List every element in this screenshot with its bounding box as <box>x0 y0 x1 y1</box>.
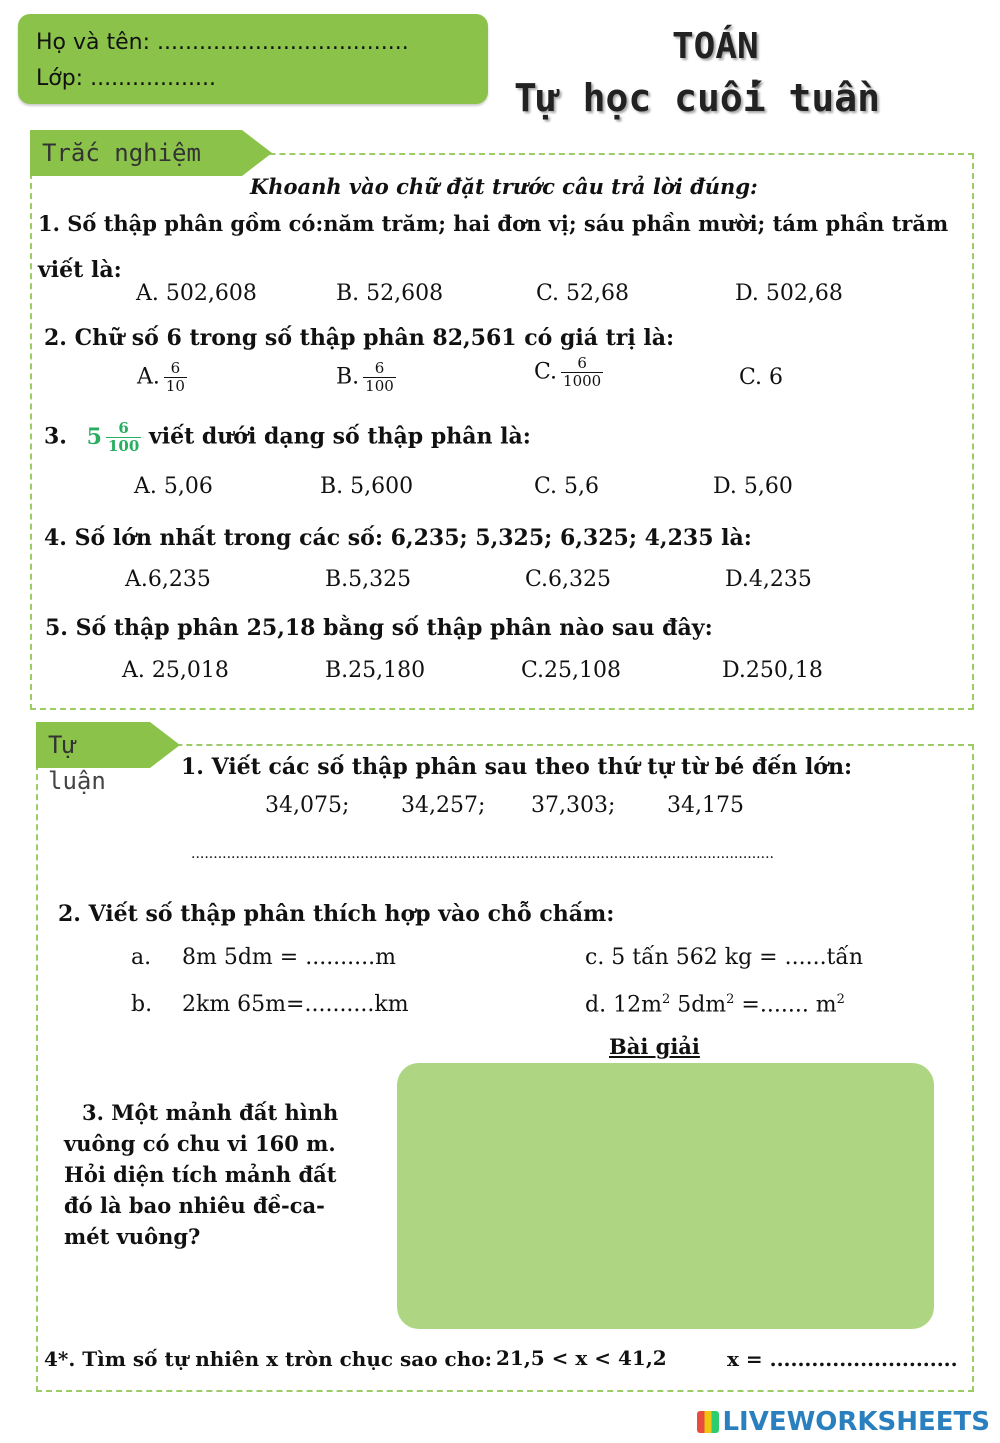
p3-line: Hỏi diện tích mảnh đất <box>64 1162 337 1187</box>
liveworksheets-logo <box>697 1407 990 1437</box>
mixed-number-whole: 5 <box>86 423 102 450</box>
solution-answer-box[interactable] <box>397 1063 934 1329</box>
problem-2: 2. Viết số thập phân thích hợp vào chỗ chấm: <box>58 901 615 927</box>
q5-option-a[interactable]: A. 25,018 <box>122 658 229 683</box>
section-tag-label: Trắc nghiệm <box>42 139 201 167</box>
q4-option-b[interactable]: B.5,325 <box>325 567 412 592</box>
question-1-line1: 1. Số thập phân gồm có:năm trăm; hai đơn vị; sáu phần mười; tám phần trăm <box>38 211 949 236</box>
p2-d-part1: d. 12m <box>585 992 662 1018</box>
p2-a-text[interactable]: 8m 5dm = ..........m <box>182 945 397 970</box>
q3-option-d[interactable]: D. 5,60 <box>713 474 793 499</box>
fraction-numerator: 6 <box>577 354 587 372</box>
p3-line: 3. Một mảnh đất hình <box>82 1100 339 1125</box>
fraction-numerator: 6 <box>170 359 181 377</box>
q5-option-d[interactable]: D.250,18 <box>722 658 823 683</box>
p2-d-text[interactable] <box>585 992 845 1017</box>
q2-option-a-prefix: A. <box>137 364 160 390</box>
q2-option-a[interactable] <box>137 360 187 395</box>
p1-number: 34,075; <box>265 793 350 818</box>
p3-line: vuông có chu vi 160 m. <box>64 1131 336 1156</box>
p1-number: 34,175 <box>667 793 744 818</box>
p4-inequality: 21,5 < x < 41,2 <box>496 1346 667 1370</box>
q2-option-c[interactable] <box>534 355 603 390</box>
solution-title: Bài giải <box>609 1034 700 1059</box>
fraction <box>561 355 603 390</box>
fraction-denominator: 100 <box>107 437 140 455</box>
p2-d-part3: =....... m <box>734 992 837 1018</box>
q1-option-a[interactable]: A. 502,608 <box>136 281 257 306</box>
mixed-number-fraction <box>106 420 141 455</box>
question-3-text: viết dưới dạng số thập phân là: <box>148 423 531 450</box>
fraction-numerator: 6 <box>118 419 129 437</box>
tag-arrow <box>150 722 180 768</box>
superscript: 2 <box>661 992 671 1007</box>
p1-number: 34,257; <box>401 793 486 818</box>
q3-option-c[interactable]: C. 5,6 <box>534 474 600 499</box>
p1-number: 37,303; <box>531 793 616 818</box>
question-1-line2: viết là: <box>38 257 122 283</box>
subject-title: TOÁN <box>672 26 759 67</box>
p2-b-text[interactable]: 2km 65m=..........km <box>182 992 409 1017</box>
section-tag-multiple-choice <box>30 130 242 176</box>
instruction-text: Khoanh vào chữ đặt trước câu trả lời đúng: <box>250 174 758 199</box>
q2-option-b-prefix: B. <box>336 364 360 390</box>
p2-a-label: a. <box>131 945 152 970</box>
name-field[interactable]: Họ và tên: .................................... <box>36 30 409 55</box>
q4-option-a[interactable]: A.6,235 <box>125 567 211 592</box>
question-4: 4. Số lớn nhất trong các số: 6,235; 5,325; 6,325; 4,235 là: <box>44 525 752 551</box>
problem-4: 4*. Tìm số tự nhiên x tròn chục sao cho: <box>44 1347 492 1371</box>
fraction-denominator: 1000 <box>563 372 602 390</box>
fraction <box>164 360 187 395</box>
q1-option-b[interactable]: B. 52,608 <box>336 281 444 306</box>
problem-1: 1. Viết các số thập phân sau theo thứ tự từ bé đến lớn: <box>181 754 853 780</box>
q4-option-d[interactable]: D.4,235 <box>725 567 812 592</box>
fraction-denominator: 10 <box>165 377 185 395</box>
logo-icon <box>697 1411 719 1433</box>
q2-option-b[interactable] <box>336 360 396 395</box>
page-subtitle: Tự học cuối tuần <box>514 76 881 120</box>
q3-option-a[interactable]: A. 5,06 <box>134 474 213 499</box>
section-tag-label-line1: Tự <box>48 731 77 759</box>
q1-option-d[interactable]: D. 502,68 <box>735 281 843 306</box>
section-tag-essay <box>36 722 150 768</box>
q1-option-c[interactable]: C. 52,68 <box>536 281 630 306</box>
p2-b-label: b. <box>131 992 153 1017</box>
q5-option-b[interactable]: B.25,180 <box>325 658 426 683</box>
question-3 <box>44 420 531 455</box>
student-info-box <box>18 14 488 104</box>
p2-d-part2: 5dm <box>670 992 727 1018</box>
problem-3 <box>64 1097 344 1252</box>
class-field[interactable]: Lớp: .................. <box>36 66 216 91</box>
question-3-prefix: 3. <box>44 423 67 450</box>
p3-line: mét vuông? <box>64 1224 201 1249</box>
fraction-denominator: 100 <box>365 377 394 395</box>
section-tag-label-line2: luận <box>48 767 106 795</box>
q2-option-d[interactable]: C. 6 <box>739 365 784 390</box>
fraction <box>363 360 396 395</box>
fraction-numerator: 6 <box>374 359 385 377</box>
q5-option-c[interactable]: C.25,108 <box>521 658 622 683</box>
q4-option-c[interactable]: C.6,325 <box>525 567 612 592</box>
superscript: 2 <box>726 992 735 1007</box>
q2-option-c-prefix: C. <box>534 359 558 385</box>
superscript: 2 <box>836 992 845 1007</box>
p1-answer-line[interactable]: ................................................................................................................................... <box>191 846 774 862</box>
question-5: 5. Số thập phân 25,18 bằng số thập phân nào sau đây: <box>45 615 713 641</box>
q3-option-b[interactable]: B. 5,600 <box>320 474 414 499</box>
question-2: 2. Chữ số 6 trong số thập phân 82,561 có giá trị là: <box>44 325 675 351</box>
tag-arrow <box>242 130 272 176</box>
p3-line: đó là bao nhiêu đề-ca- <box>64 1193 325 1218</box>
logo-text: LIVEWORKSHEETS <box>722 1407 990 1437</box>
p2-c-text[interactable]: c. 5 tấn 562 kg = ......tấn <box>585 945 864 970</box>
p4-answer-field[interactable]: x = ........................... <box>727 1347 958 1371</box>
